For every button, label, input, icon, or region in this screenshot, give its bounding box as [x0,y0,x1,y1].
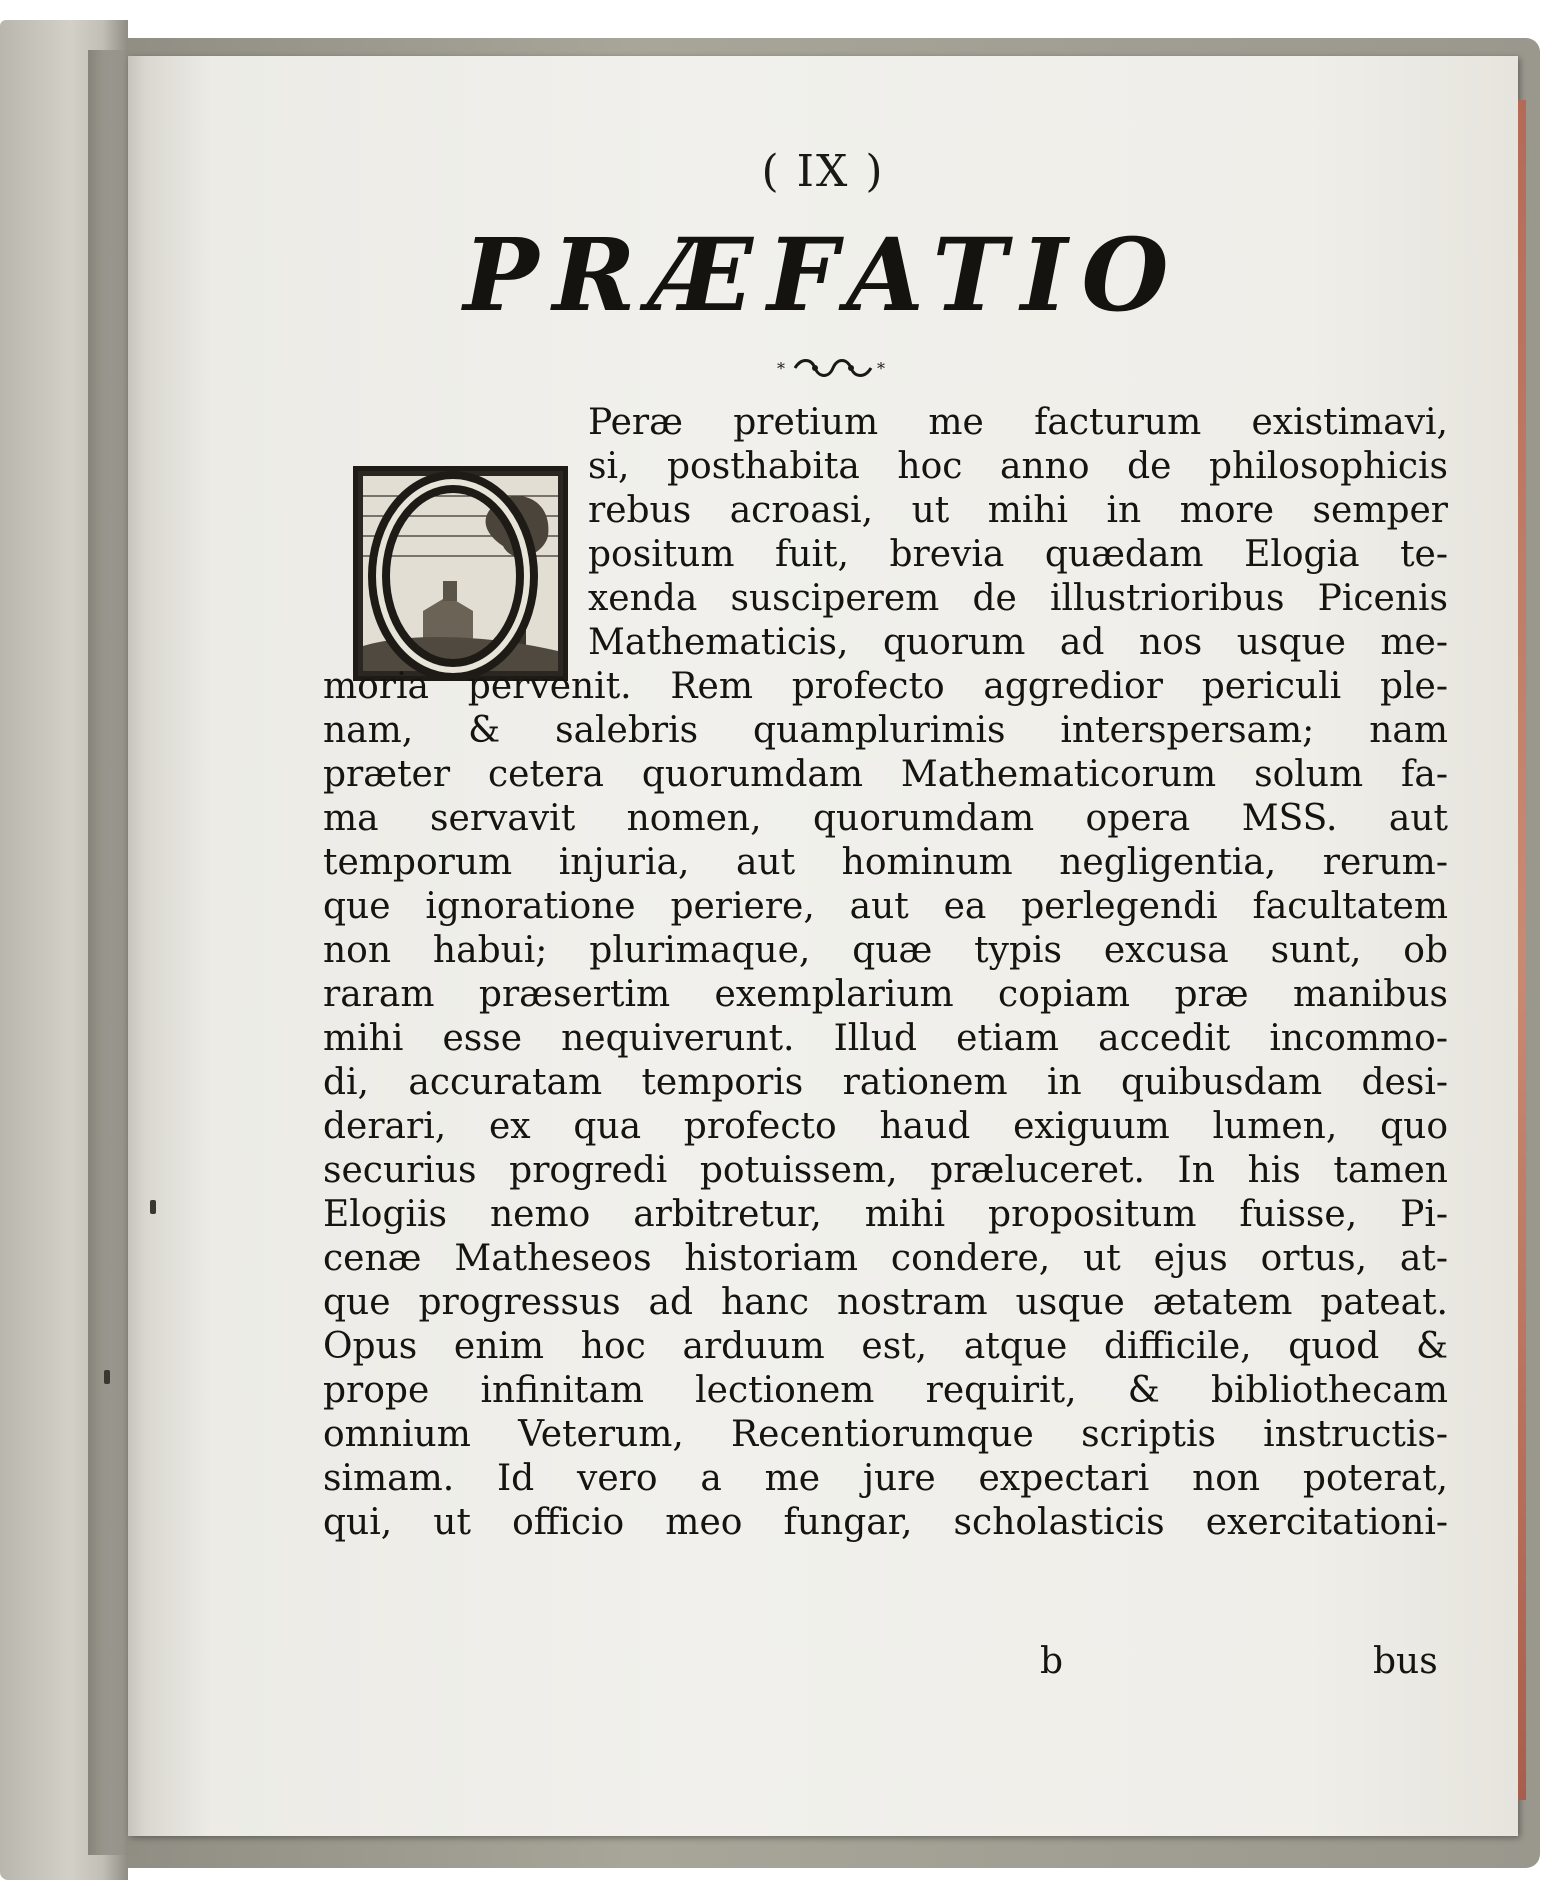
body-text [128,56,1518,1836]
catchword: bus [1373,1641,1438,1682]
text-line: Opus enim hoc arduum est, atque difficile, quod & [323,1326,1448,1367]
text-line: si, posthabita hoc anno de philosophicis [588,446,1448,487]
signature-mark: b [1040,1641,1064,1682]
text-line: temporum injuria, aut hominum negligentia, rerum- [323,842,1448,883]
text-line: nam, & salebris quamplurimis interspersam; nam [323,710,1448,751]
text-line: ma servavit nomen, quorumdam opera MSS. aut [323,798,1448,839]
text-line: cenæ Matheseos historiam condere, ut ejus ortus, at- [323,1238,1448,1279]
text-line: derari, ex qua profecto haud exiguum lumen, quo [323,1106,1448,1147]
book-gutter-shadow [88,50,146,1855]
text-line: Mathematicis, quorum ad nos usque me- [588,622,1448,663]
page-edge-red [1518,100,1526,1800]
text-line: prope infinitam lectionem requirit, & bibliothecam [323,1370,1448,1411]
text-line: præter cetera quorumdam Mathematicorum solum fa- [323,754,1448,795]
text-line: rebus acroasi, ut mihi in more semper [588,490,1448,531]
text-line: simam. Id vero a me jure expectari non poterat, [323,1458,1448,1499]
text-line: Peræ pretium me facturum existimavi, [588,402,1448,443]
text-line: securius progredi potuissem, præluceret. In his tamen [323,1150,1448,1191]
text-line: mihi esse nequiverunt. Illud etiam accedit incommo- [323,1018,1448,1059]
text-line: non habui; plurimaque, quæ typis excusa sunt, ob [323,930,1448,971]
text-line: xenda susciperem de illustrioribus Picenis [588,578,1448,619]
text-line: omnium Veterum, Recentiorumque scriptis instructis- [323,1414,1448,1455]
text-line: moria pervenit. Rem profecto aggredior periculi ple- [323,666,1448,707]
text-line: di, accuratam temporis rationem in quibusdam desi- [323,1062,1448,1103]
text-line: positum fuit, brevia quædam Elogia te- [588,534,1448,575]
edge-mark [150,1200,156,1214]
text-line: que progressus ad hanc nostram usque ætatem pateat. [323,1282,1448,1323]
svg-text:*: * [777,359,785,378]
text-line: que ignoratione periere, aut ea perlegendi facultatem [323,886,1448,927]
page-number: ( IX ) [761,146,885,197]
page-title: PRÆFATIO [463,216,1183,334]
svg-text:*: * [877,359,885,378]
text-line: qui, ut officio meo fungar, scholasticis exercitationi- [323,1502,1448,1543]
text-line: Elogiis nemo arbitretur, mihi propositum fuisse, Pi- [323,1194,1448,1235]
text-line: raram præsertim exemplarium copiam præ manibus [323,974,1448,1015]
edge-mark [104,1370,110,1384]
page [128,56,1518,1836]
